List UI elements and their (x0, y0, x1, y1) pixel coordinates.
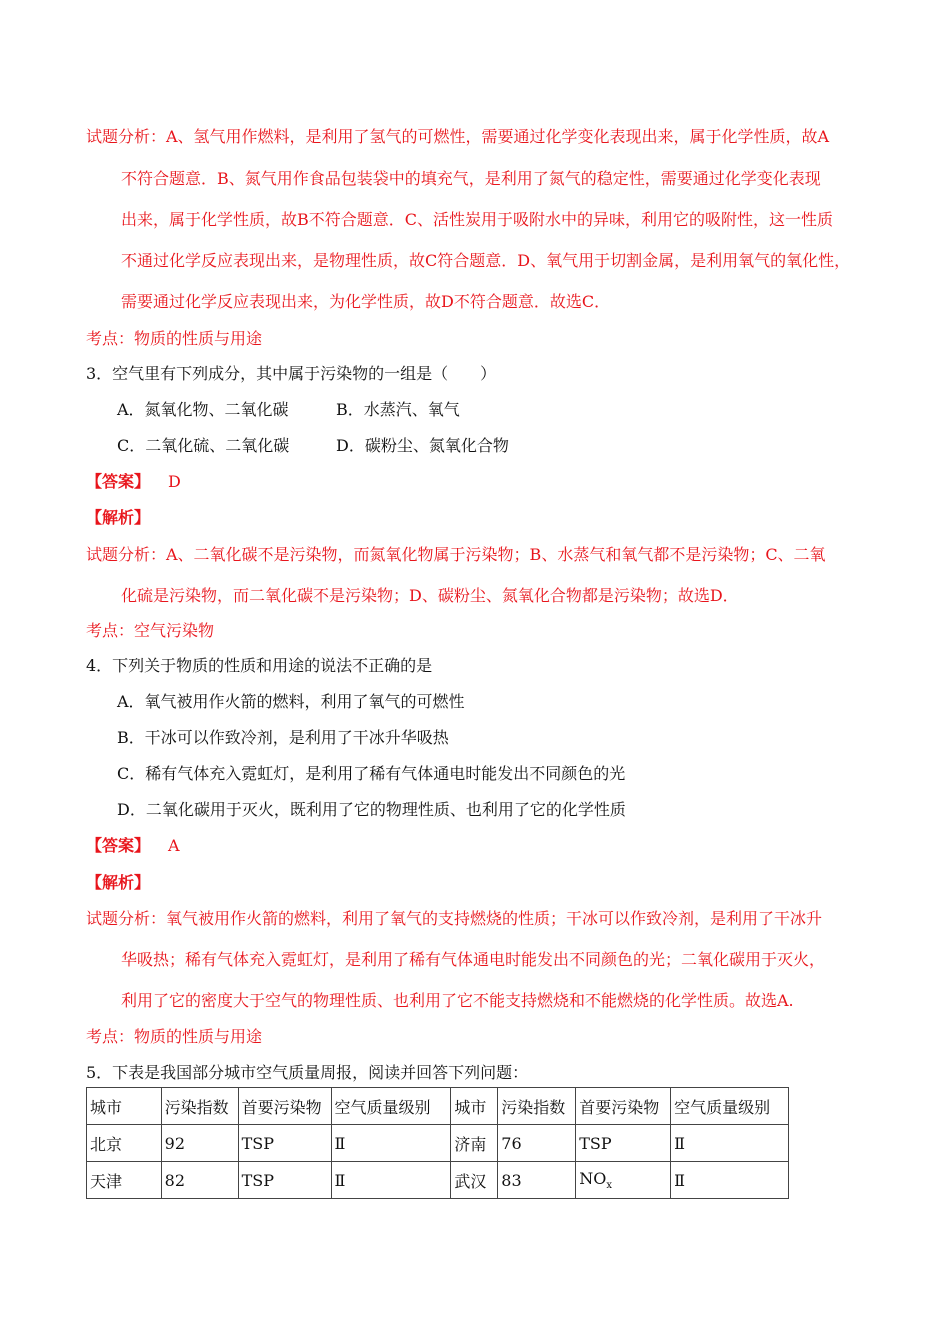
table-cell: 武汉 (451, 1162, 498, 1199)
q4-analysis-line-3: 利用了它的密度大于空气的物理性质、也利用了它不能支持燃烧和不能燃烧的化学性质。故选A. (121, 991, 794, 1010)
table-row (87, 1162, 789, 1199)
table-header-cell: 空气质量级别 (671, 1088, 789, 1125)
q4-answer: A (168, 836, 180, 855)
q2-analysis-line-4: 不通过化学反应表现出来，是物理性质，故C符合题意．D、氧气用于切割金属，是利用氧气的氧化性， (121, 251, 851, 270)
q4-analysis-label: 【解析】 (86, 873, 151, 892)
q2-analysis-line-3: 出来，属于化学性质，故B不符合题意．C、活性炭用于吸附水中的异味，利用它的吸附性，这一性质 (121, 210, 834, 229)
table-cell: 北京 (87, 1125, 162, 1162)
q3-analysis-line-2: 化硫是污染物，而二氧化碳不是污染物；D、碳粉尘、氮氧化合物都是污染物；故选D． (121, 586, 739, 605)
table-cell: 92 (161, 1125, 238, 1162)
q2-analysis-line-2: 不符合题意．B、氮气用作食品包装袋中的填充气，是利用了氮气的稳定性，需要通过化学变化表现 (121, 169, 821, 188)
pollutant-subscript: x (606, 1180, 612, 1192)
q3-analysis-line-1: 试题分析：A、二氧化碳不是污染物，而氮氧化物属于污染物；B、水蒸气和氧气都不是污染物；C、二氧 (86, 545, 826, 564)
table-cell: Ⅱ (671, 1162, 789, 1199)
q4-answer-label: 【答案】 (86, 836, 151, 855)
table-header-cell: 城市 (87, 1088, 162, 1125)
table-row (87, 1125, 789, 1162)
table-header-cell: 污染指数 (161, 1088, 238, 1125)
q2-key-point: 考点：物质的性质与用途 (86, 329, 263, 348)
q3-option-c: C．二氧化硫、二氧化碳 (117, 436, 290, 455)
table-header-cell: 污染指数 (498, 1088, 576, 1125)
table-cell: Ⅱ (671, 1125, 789, 1162)
q4-option-d: D．二氧化碳用于灭火，既利用了它的物理性质、也利用了它的化学性质 (117, 800, 626, 819)
q3-answer: D (168, 472, 181, 491)
table-cell: 济南 (451, 1125, 498, 1162)
q5-stem: 5．下表是我国部分城市空气质量周报，阅读并回答下列问题： (86, 1063, 529, 1082)
table-cell: 82 (161, 1162, 238, 1199)
table-header-cell: 空气质量级别 (331, 1088, 451, 1125)
q3-option-b: B．水蒸汽、氧气 (336, 400, 460, 419)
table-cell: Ⅱ (331, 1125, 451, 1162)
q4-analysis-line-2: 华吸热；稀有气体充入霓虹灯，是利用了稀有气体通电时能发出不同颜色的光；二氧化碳用于灭火， (121, 950, 826, 969)
table-cell: 天津 (87, 1162, 162, 1199)
q3-key-point: 考点：空气污染物 (86, 621, 215, 640)
q4-option-a: A．氧气被用作火箭的燃料，利用了氧气的可燃性 (117, 692, 465, 711)
table-cell: TSP (576, 1125, 671, 1162)
table-header-cell: 首要污染物 (576, 1088, 671, 1125)
q3-option-a: A．氮氧化物、二氧化碳 (117, 400, 289, 419)
q3-answer-label: 【答案】 (86, 472, 151, 491)
q4-stem: 4．下列关于物质的性质和用途的说法不正确的是 (86, 656, 433, 675)
q4-option-c: C．稀有气体充入霓虹灯，是利用了稀有气体通电时能发出不同颜色的光 (117, 764, 626, 783)
table-header-cell: 首要污染物 (238, 1088, 331, 1125)
table-cell: Ⅱ (331, 1162, 451, 1199)
air-quality-table (86, 1087, 789, 1199)
table-cell: TSP (238, 1162, 331, 1199)
q3-stem: 3．空气里有下列成分，其中属于污染物的一组是（ ） (86, 364, 497, 383)
table-header-row (87, 1088, 789, 1125)
q3-option-d: D．碳粉尘、氮氧化合物 (336, 436, 509, 455)
q3-analysis-label: 【解析】 (86, 508, 151, 527)
table-cell: 83 (498, 1162, 576, 1199)
table-cell: TSP (238, 1125, 331, 1162)
pollutant-formula: NO (579, 1168, 607, 1188)
q4-analysis-line-1: 试题分析：氧气被用作火箭的燃料，利用了氧气的支持燃烧的性质；干冰可以作致冷剂，是利用了干冰升 (86, 909, 823, 928)
table-cell-pollutant (576, 1162, 671, 1199)
q2-analysis-line-1: 试题分析：A、氢气用作燃料，是利用了氢气的可燃性，需要通过化学变化表现出来，属于化学性质，故A (86, 127, 830, 146)
q4-key-point: 考点：物质的性质与用途 (86, 1027, 263, 1046)
q2-analysis-line-5: 需要通过化学反应表现出来，为化学性质，故D不符合题意．故选C． (121, 292, 611, 311)
q4-option-b: B．干冰可以作致冷剂，是利用了干冰升华吸热 (117, 728, 449, 747)
table-cell: 76 (498, 1125, 576, 1162)
table-header-cell: 城市 (451, 1088, 498, 1125)
